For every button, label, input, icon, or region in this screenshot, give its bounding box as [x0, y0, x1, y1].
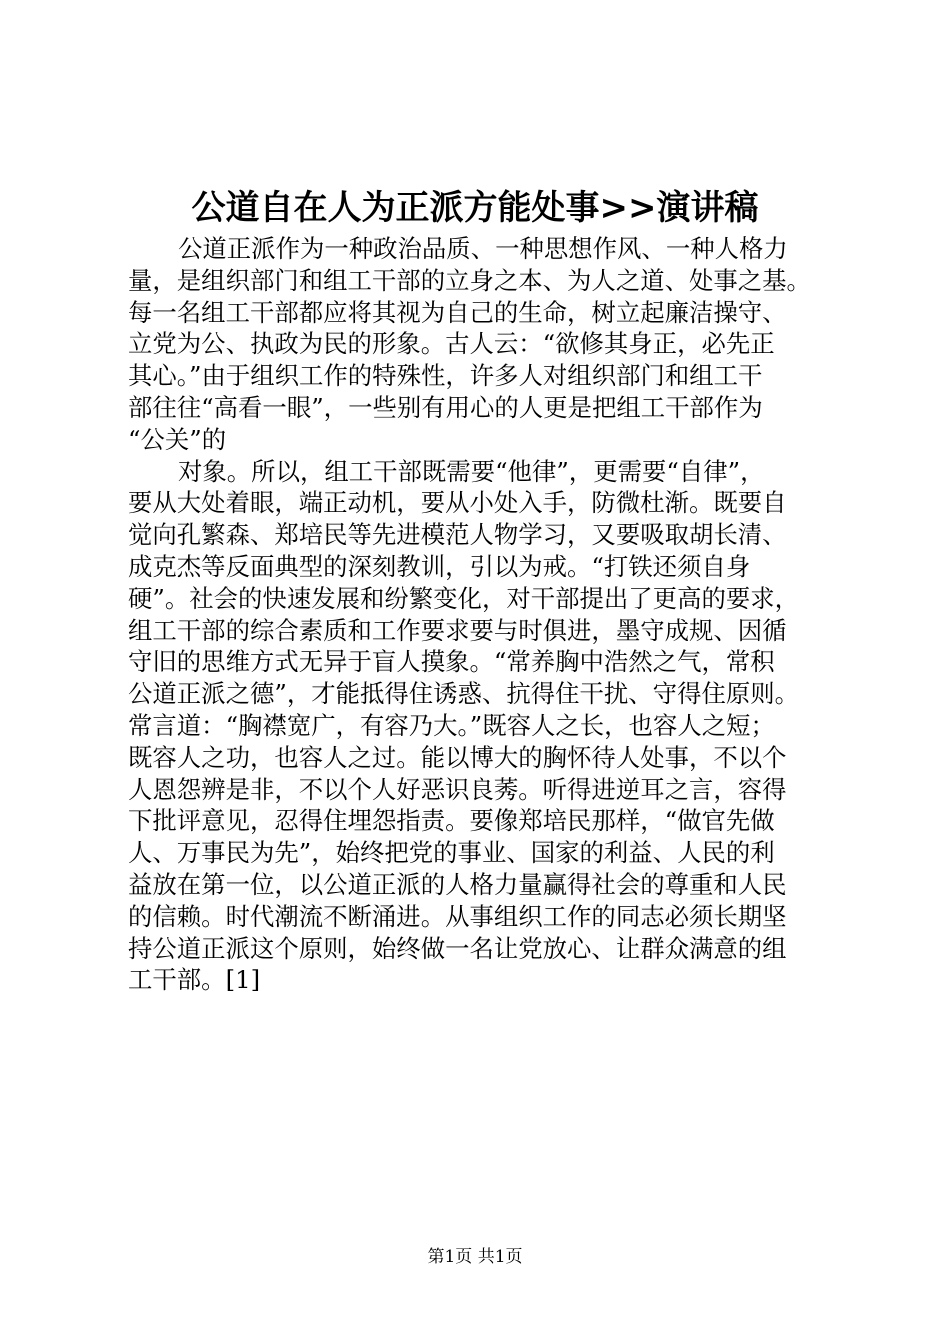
paragraph-2-line-12: 下批评意见，忍得住埋怨指责。要像郑培民那样，“做官先做 — [128, 806, 775, 836]
paragraph-1-line-2: 量，是组织部门和组工干部的立身之本、为人之道、处事之基。 — [128, 265, 811, 295]
paragraph-2-line-16: 持公道正派这个原则，始终做一名让党放心、让群众满意的组 — [128, 933, 787, 963]
paragraph-1-line-6: 部往往“高看一眼”，一些别有用心的人更是把组工干部作为 — [128, 392, 763, 422]
paragraph-2-line-4: 成克杰等反面典型的深刻教训，引以为戒。“打铁还须自身 — [128, 551, 751, 581]
paragraph-2-line-10: 既容人之功，也容人之过。能以博大的胸怀待人处事，不以个 — [128, 742, 787, 772]
paragraph-2-line-15: 的信赖。时代潮流不断涌进。从事组织工作的同志必须长期坚 — [128, 901, 787, 931]
paragraph-1-line-5: 其心。”由于组织工作的特殊性，许多人对组织部门和组工干 — [128, 361, 763, 391]
paragraph-2-line-13: 人、万事民为先”，始终把党的事业、国家的利益、人民的利 — [128, 838, 775, 868]
document-body — [128, 233, 868, 996]
paragraph-2-line-7: 守旧的思维方式无异于盲人摸象。“常养胸中浩然之气，常积 — [128, 647, 775, 677]
paragraph-2-line-5: 硬”。社会的快速发展和纷繁变化，对干部提出了更高的要求， — [128, 583, 800, 613]
paragraph-1-line-7: “公关”的 — [128, 424, 227, 454]
document-title: 公道自在人为正派方能处事>>演讲稿 — [191, 188, 759, 228]
paragraph-1-line-3: 每一名组工干部都应将其视为自己的生命，树立起廉洁操守、 — [128, 297, 787, 327]
paragraph-2-line-14: 益放在第一位，以公道正派的人格力量赢得社会的尊重和人民 — [128, 869, 787, 899]
paragraph-1-line-4: 立党为公、执政为民的形象。古人云：“欲修其身正，必先正 — [128, 329, 775, 359]
paragraph-2-line-1: 对象。所以，组工干部既需要“他律”，更需要“自律”， — [178, 456, 765, 486]
page-indicator: 第1页 共1页 — [427, 1247, 523, 1267]
paragraph-2-line-9: 常言道：“胸襟宽广，有容乃大。”既容人之长，也容人之短； — [128, 710, 775, 740]
paragraph-2-line-17: 工干部。[1] — [128, 965, 261, 995]
paragraph-2-line-6: 组工干部的综合素质和工作要求要与时俱进，墨守成规、因循 — [128, 615, 787, 645]
paragraph-2-line-11: 人恩怨辨是非，不以个人好恶识良莠。听得进逆耳之言，容得 — [128, 774, 787, 804]
paragraph-1-line-1: 公道正派作为一种政治品质、一种思想作风、一种人格力 — [178, 234, 788, 263]
paragraph-2-line-8: 公道正派之德”，才能抵得住诱惑、抗得住干扰、守得住原则。 — [128, 679, 800, 709]
paragraph-2-line-3: 觉向孔繁森、郑培民等先进模范人物学习，又要吸取胡长清、 — [128, 520, 787, 550]
paragraph-2-line-2: 要从大处着眼，端正动机，要从小处入手，防微杜渐。既要自 — [128, 488, 787, 518]
